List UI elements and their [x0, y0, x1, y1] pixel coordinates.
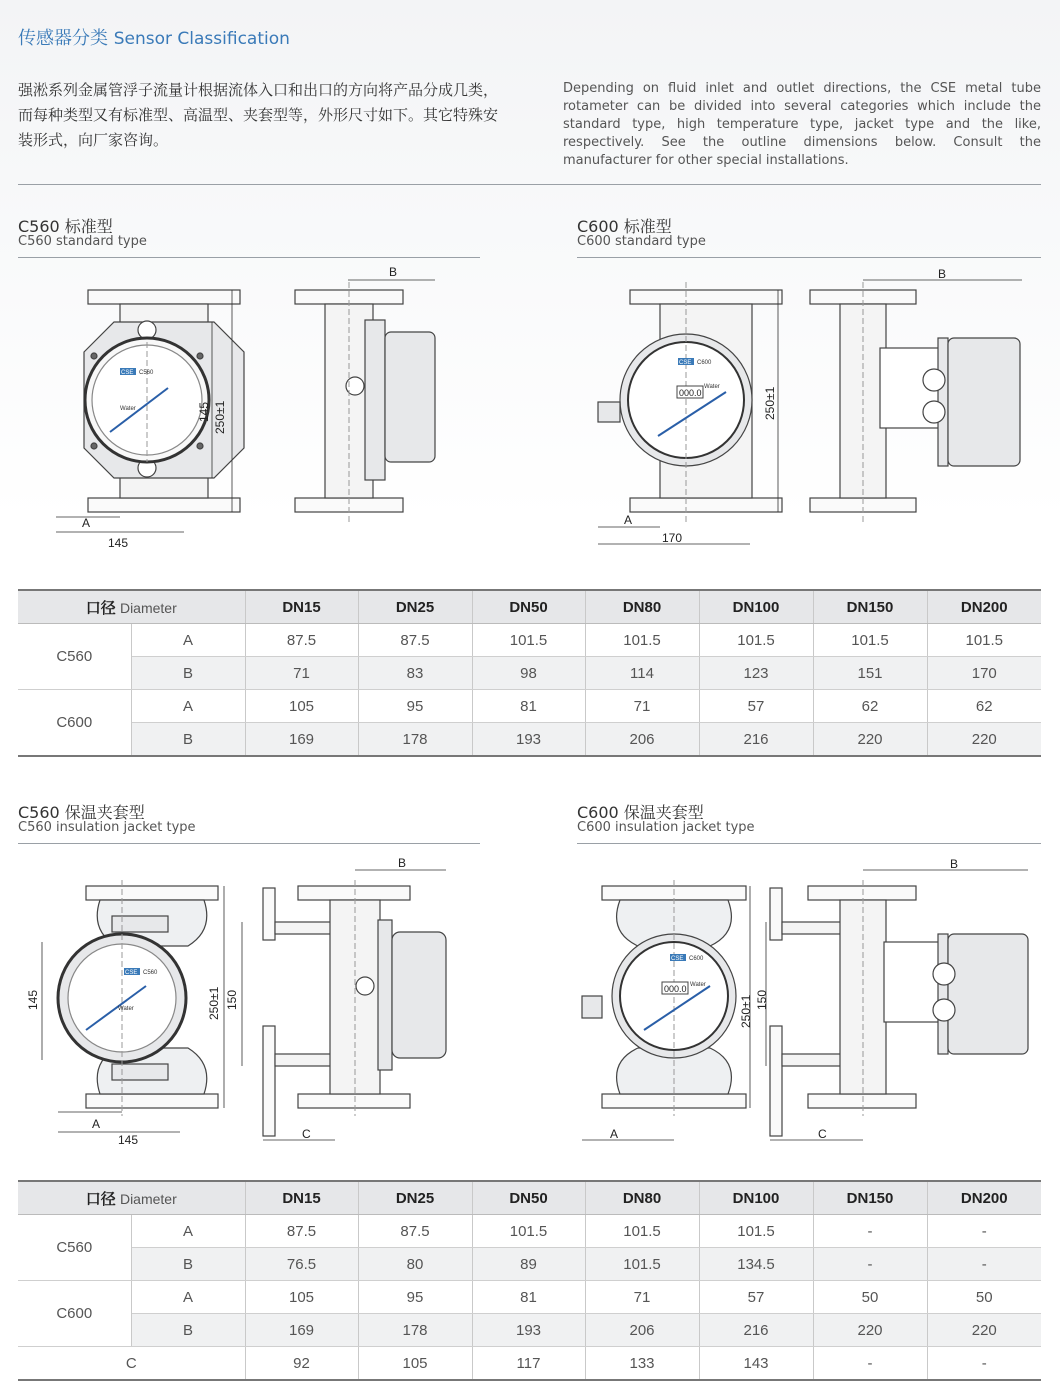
table1-col-header: DN150 — [813, 590, 927, 624]
table1-head-cn: 口径 — [85, 599, 116, 617]
c560-dial-medium: Water — [120, 406, 136, 412]
table1-col-header: DN15 — [245, 590, 358, 624]
c560-standard-title: C560 标准型 — [18, 217, 113, 236]
table-row — [18, 657, 1041, 690]
table1-col-header: DN200 — [927, 590, 1041, 624]
c600-dial-medium: Water — [704, 384, 720, 390]
table-row — [18, 624, 1041, 657]
table-cell: 178 — [358, 723, 472, 757]
table-cell: 71 — [585, 690, 699, 723]
table2-col-header: DN200 — [927, 1181, 1041, 1215]
table-cell: 95 — [358, 1281, 472, 1314]
table-cell: 101.5 — [699, 624, 813, 657]
table2-col-header: DN150 — [813, 1181, 927, 1215]
c560-dim-b: B — [389, 265, 398, 279]
c600-jacket-dim-b: B — [950, 857, 959, 871]
table-cell: - — [813, 1215, 927, 1248]
c600-dial-model: C600 — [697, 360, 712, 366]
table-cell: 101.5 — [813, 624, 927, 657]
table2-col-header: DN50 — [472, 1181, 585, 1215]
table-cell: 114 — [585, 657, 699, 690]
c600-jacket-divider — [577, 843, 1041, 844]
table2-head-cn: 口径 — [85, 1190, 116, 1208]
table-cell: 216 — [699, 723, 813, 757]
table-cell: 80 — [358, 1248, 472, 1281]
c600-standard-drawing — [578, 262, 1040, 557]
intro-chinese: 强淞系列金属管浮子流量计根据流体入口和出口的方向将产品分成几类，而每种类型又有标准型、高温型、夹套型等，外形尺寸如下。其它特殊安装形式，向厂家咨询。 — [18, 81, 499, 149]
table-cell: 143 — [699, 1347, 813, 1381]
table-cell: 134.5 — [699, 1248, 813, 1281]
c600-jacket-subtitle: C600 insulation jacket type — [577, 820, 755, 835]
c600-jacket-dial-model: C600 — [689, 956, 704, 962]
c560-jacket-dim-a: A — [92, 1117, 101, 1131]
table-cell: 62 — [927, 690, 1041, 723]
c560-jacket-dial-model: C560 — [143, 970, 158, 976]
table-cell: 81 — [472, 690, 585, 723]
c560-jacket-dim-c: C — [302, 1127, 311, 1141]
table2-param: B — [131, 1314, 245, 1347]
c560-dim-145-horizontal: 145 — [108, 536, 129, 550]
table2-param: A — [131, 1281, 245, 1314]
table-cell: 87.5 — [245, 624, 358, 657]
table-cell: 98 — [472, 657, 585, 690]
table-cell: 101.5 — [699, 1215, 813, 1248]
c600-standard-subtitle: C600 standard type — [577, 234, 706, 249]
table1-col-header: DN100 — [699, 590, 813, 624]
table-cell: - — [927, 1248, 1041, 1281]
c560-jacket-dim-b: B — [398, 856, 407, 870]
c600-jacket-dim-150: 150 — [755, 989, 769, 1010]
table2-head-en: Diameter — [119, 1190, 177, 1207]
table-cell: 57 — [699, 690, 813, 723]
c560-dim-250: 250±1 — [213, 400, 227, 434]
c560-jacket-divider — [18, 843, 480, 844]
table-cell: - — [813, 1347, 927, 1381]
table1-diameter-header — [18, 590, 245, 624]
c600-jacket-dial-medium: Water — [690, 982, 706, 988]
table-cell: 101.5 — [585, 1215, 699, 1248]
table-cell: 101.5 — [585, 624, 699, 657]
c600-dim-250: 250±1 — [763, 386, 777, 420]
c560-jacket-dim-145-vertical: 145 — [26, 989, 40, 1010]
table-cell: 87.5 — [358, 1215, 472, 1248]
table1-param: A — [131, 690, 245, 723]
table-cell: 220 — [927, 723, 1041, 757]
c560-jacket-dim-250: 250±1 — [207, 986, 221, 1020]
table-cell: 105 — [358, 1347, 472, 1381]
table2-col-header: DN15 — [245, 1181, 358, 1215]
table-cell: 95 — [358, 690, 472, 723]
table-cell: 193 — [472, 1314, 585, 1347]
table1-head-en: Diameter — [119, 599, 177, 616]
table2-col-header: DN25 — [358, 1181, 472, 1215]
table-cell: 193 — [472, 723, 585, 757]
c600-jacket-drawing — [578, 850, 1040, 1150]
c600-dim-b: B — [938, 267, 947, 281]
table1-param: A — [131, 624, 245, 657]
c560-dim-145-vertical: 145 — [197, 401, 211, 422]
c600-dial-reading: 000.0 — [679, 388, 702, 398]
c560-standard-divider — [18, 257, 480, 258]
table-cell: 133 — [585, 1347, 699, 1381]
table-cell: 216 — [699, 1314, 813, 1347]
c600-jacket-dial-reading: 000.0 — [664, 984, 687, 994]
table-cell: 206 — [585, 723, 699, 757]
table-cell: 92 — [245, 1347, 358, 1381]
table-row — [18, 690, 1041, 723]
c560-jacket-drawing — [20, 850, 480, 1150]
table-cell: 105 — [245, 1281, 358, 1314]
table-cell: 83 — [358, 657, 472, 690]
c600-dial-brand: CSE — [679, 360, 692, 366]
table-row — [18, 1281, 1041, 1314]
page-title-cn: 传感器分类 — [18, 28, 108, 49]
c560-jacket-subtitle: C560 insulation jacket type — [18, 820, 196, 835]
c600-jacket-dim-c: C — [818, 1127, 827, 1141]
table-cell: 151 — [813, 657, 927, 690]
table1-param: B — [131, 723, 245, 757]
table1-col-header: DN50 — [472, 590, 585, 624]
intro-english: Depending on fluid inlet and outlet directions, the CSE metal tube rotameter can be divided into several categories which include the standard type, high temperature type, jacket type and the like, respectively. See the outline dimensions below. Consult the manufacturer for other special installations. — [563, 81, 1041, 168]
table-cell: 101.5 — [472, 624, 585, 657]
table-cell: 71 — [585, 1281, 699, 1314]
table1-model: C600 — [18, 690, 131, 757]
table-cell: 50 — [813, 1281, 927, 1314]
table-cell: 169 — [245, 1314, 358, 1347]
table-cell: 101.5 — [585, 1248, 699, 1281]
table2-col-header: DN100 — [699, 1181, 813, 1215]
c560-dial-model: C560 — [139, 370, 154, 376]
c600-standard-title: C600 标准型 — [577, 217, 672, 236]
c560-jacket-dim-145-horizontal: 145 — [118, 1133, 139, 1147]
table-cell: 123 — [699, 657, 813, 690]
table-cell: 57 — [699, 1281, 813, 1314]
c560-dim-a: A — [82, 516, 91, 530]
page-title-en: Sensor Classification — [113, 29, 290, 49]
c600-jacket-title: C600 保温夹套型 — [577, 803, 704, 822]
table2-col-header: DN80 — [585, 1181, 699, 1215]
table-cell: 220 — [813, 1314, 927, 1347]
table-cell: 105 — [245, 690, 358, 723]
table2-param: A — [131, 1215, 245, 1248]
standard-dimension-table — [18, 589, 1041, 757]
table-row — [18, 1347, 1041, 1381]
table-row — [18, 1248, 1041, 1281]
c560-standard-subtitle: C560 standard type — [18, 234, 147, 249]
table-row — [18, 1215, 1041, 1248]
table1-model: C560 — [18, 624, 131, 690]
table1-col-header: DN25 — [358, 590, 472, 624]
table-cell: - — [813, 1248, 927, 1281]
c560-jacket-dim-150: 150 — [225, 989, 239, 1010]
table-cell: 220 — [813, 723, 927, 757]
table2-model: C — [18, 1347, 245, 1381]
c560-jacket-dial-brand: CSE — [125, 970, 138, 976]
table-cell: 50 — [927, 1281, 1041, 1314]
c600-jacket-dim-250: 250±1 — [739, 994, 753, 1028]
table-cell: 101.5 — [472, 1215, 585, 1248]
table2-param: B — [131, 1248, 245, 1281]
table-row — [18, 723, 1041, 757]
page-title — [18, 24, 290, 50]
table2-model: C560 — [18, 1215, 131, 1281]
table-cell: - — [927, 1215, 1041, 1248]
c600-standard-divider — [577, 257, 1041, 258]
table-cell: 76.5 — [245, 1248, 358, 1281]
table2-model: C600 — [18, 1281, 131, 1347]
table-cell: 81 — [472, 1281, 585, 1314]
table-cell: 87.5 — [358, 624, 472, 657]
c600-dim-170: 170 — [662, 531, 683, 545]
table-cell: 169 — [245, 723, 358, 757]
table-cell: 101.5 — [927, 624, 1041, 657]
c600-dim-a: A — [624, 513, 633, 527]
table-cell: 178 — [358, 1314, 472, 1347]
table-cell: 89 — [472, 1248, 585, 1281]
c560-jacket-dial-medium: Water — [118, 1006, 134, 1012]
table2-diameter-header — [18, 1181, 245, 1215]
table-cell: 71 — [245, 657, 358, 690]
c560-jacket-title: C560 保温夹套型 — [18, 803, 145, 822]
intro-divider — [18, 184, 1041, 185]
table-cell: 220 — [927, 1314, 1041, 1347]
jacket-dimension-table — [18, 1180, 1041, 1381]
table-cell: 62 — [813, 690, 927, 723]
table-cell: 117 — [472, 1347, 585, 1381]
table-cell: 170 — [927, 657, 1041, 690]
table1-param: B — [131, 657, 245, 690]
c560-dial-brand: CSE — [121, 370, 134, 376]
c560-standard-drawing — [20, 262, 490, 557]
c600-jacket-dim-a: A — [610, 1127, 619, 1141]
table1-col-header: DN80 — [585, 590, 699, 624]
table-cell: 87.5 — [245, 1215, 358, 1248]
c600-jacket-dial-brand: CSE — [671, 956, 684, 962]
table-cell: - — [927, 1347, 1041, 1381]
table-cell: 206 — [585, 1314, 699, 1347]
table-row — [18, 1314, 1041, 1347]
